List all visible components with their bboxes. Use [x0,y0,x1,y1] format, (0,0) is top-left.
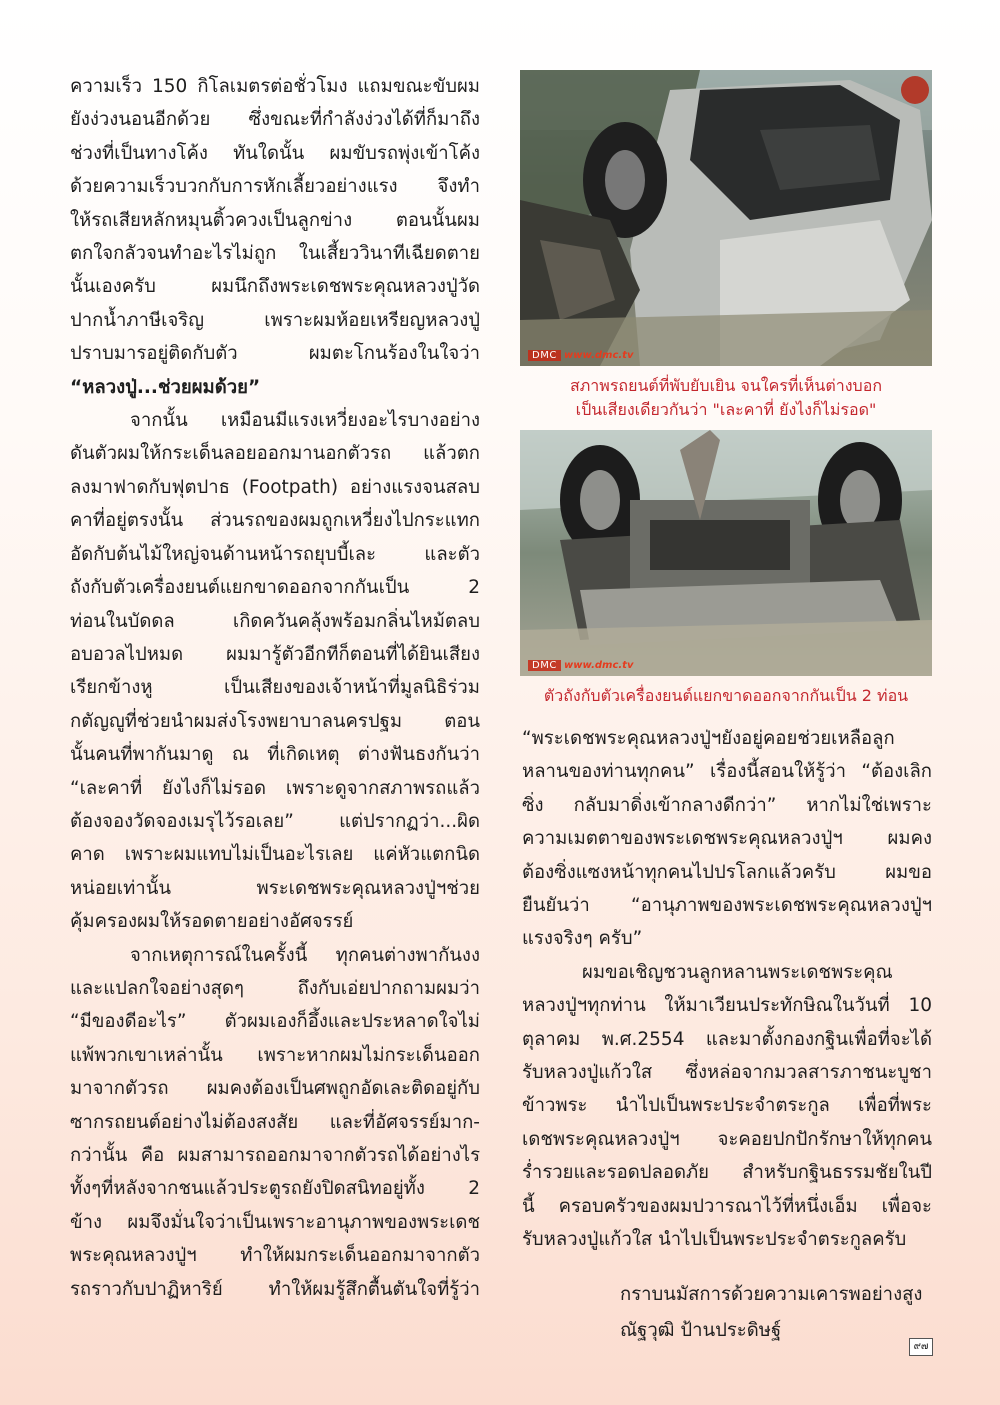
text-line: ให้รถเสียหลักหมุนติ้วควงเป็นลูกข่าง ตอนนั้นผม [70,209,480,231]
text-line: พระคุณหลวงปู่ฯ ทำให้ผมกระเด็นออกมาจากตัว [70,1245,480,1267]
text-line: จากนั้น เหมือนมีแรงเหวี่ยงอะไรบางอย่าง [130,410,480,432]
text-line: เดชพระคุณหลวงปู่ฯ จะคอยปกปักรักษาให้ทุกคน [522,1128,932,1150]
left-column [70,70,480,1306]
text-line: หลวงปู่ฯทุกท่าน ให้มาเวียนประทักษิณในวันที่ 10 [522,995,932,1017]
text-line: กว่านั้น คือ ผมสามารถออกมาจากตัวรถได้อย่างไร [70,1145,480,1166]
text-line: จากเหตุการณ์ในครั้งนี้ ทุกคนต่างพากันงง [130,944,480,966]
text-line: มาจากตัวรถ ผมคงต้องเป็นศพถูกอัดเละติดอยู่กับ [70,1078,480,1100]
text-line: ต้องซิ่งแซงหน้าทุกคนไปปรโลกแล้วครับ ผมขอ [522,861,932,883]
closing-line: กราบนมัสการด้วยความเคารพอย่างสูง [620,1284,923,1305]
text-line: คาด เพราะผมแทบไม่เป็นอะไรเลย แค่หัวแตกนิด [70,844,480,866]
text-line: คุ้มครองผมให้รอดตายอย่างอัศจรรย์ [70,911,354,933]
text-line: ทั้งๆที่หลังจากชนแล้วประตูรถยังปิดสนิทอยู่ทั้ง 2 [70,1178,480,1200]
text-line: รับหลวงปู่แก้วใส นำไปเป็นพระประจำตระกูลครับ [522,1229,907,1251]
text-line: คาที่อยู่ตรงนั้น ส่วนรถของผมถูกเหวี่ยงไปกระแทก [70,510,480,532]
text-line: รถราวกับปาฏิหาริย์ ทำให้ผมรู้สึกตื้นตันใจที่รู้ว่า [70,1278,480,1300]
dmc-logo: DMC [528,660,561,671]
text-line: ท่อนในบัดดล เกิดควันคลุ้งพร้อมกลิ่นไหม้ตลบ [70,610,480,632]
text-line: ปราบมารอยู่ติดกับตัว ผมตะโกนร้องในใจว่า [70,343,480,365]
engine-wreck-illustration [520,430,932,676]
text-line: ดันตัวผมให้กระเด็นลอยออกมานอกตัวรถ แล้วตก [70,443,480,465]
dmc-logo: DMC [528,350,561,361]
text-line: นั้นเองครับ ผมนึกถึงพระเดชพระคุณหลวงปู่วัด [70,276,480,298]
text-line: ตกใจกลัวจนทำอะไรไม่ถูก ในเสี้ยววินาทีเฉียดตาย [70,243,480,265]
text-line: ลงมาฟาดกับฟุตปาธ (Footpath) อย่างแรงจนสลบ [70,476,480,498]
text-line: นี้ ครอบครัวของผมปวารณาไว้ที่หนึ่งเอ็ม เพื่อจะ [522,1195,932,1217]
text-line: เรียกข้างหู เป็นเสียงของเจ้าหน้าที่มูลนิธิร่วม [70,677,480,699]
text-line: และแปลกใจอย่างสุดๆ ถึงกับเอ่ยปากถามผมว่า [70,977,480,999]
text-line: กตัญญูที่ช่วยนำผมส่งโรงพยาบาลนครปฐม ตอน [70,710,480,732]
wrecked-car-illustration [520,70,932,366]
text-line: “เละคาที่ ยังไงก็ไม่รอด เพราะดูจากสภาพรถแล้ว [70,777,480,799]
text-line: ด้วยความเร็วบวกกับการหักเลี้ยวอย่างแรง จึงทำ [70,176,480,198]
text-line: ต้องจองวัดจองเมรุไว้รอเลย” แต่ปรากฏว่า...ผิด [70,810,480,832]
author-name: ณัฐวุฒิ ป้านประดิษฐ์ [620,1320,782,1341]
quote-plea: “หลวงปู่...ช่วยผมด้วย” [70,376,261,398]
text-line: ซากรถยนต์อย่างไม่ต้องสงสัย และที่อัศจรรย์มาก- [70,1111,480,1133]
text-line: แพ้พวกเขาเหล่านั้น เพราะหากผมไม่กระเด็นออก [70,1044,480,1066]
wrecked-car-photo [520,70,932,366]
caption-line: เป็นเสียงเดียวกันว่า "เละคาที่ ยังไงก็ไม่รอด" [575,400,877,419]
text-line: ยังง่วงนอนอีกด้วย ซึ่งขณะที่กำลังง่วงได้ที่ก็มาถึง [70,109,480,131]
text-line: หน่อยเท่านั้น พระเดชพระคุณหลวงปู่ฯช่วย [70,877,480,899]
text-line: หลานของท่านทุกคน” เรื่องนี้สอนให้รู้ว่า “ต้องเลิก [522,761,932,783]
text-line: ตุลาคม พ.ศ.2554 และมาตั้งกองกฐินเพื่อที่จะได้ [522,1028,932,1050]
text-line: ผมขอเชิญชวนลูกหลานพระเดชพระคุณ [582,961,893,983]
text-line: ความเมตตาของพระเดชพระคุณหลวงปู่ฯ ผมคง [522,828,932,850]
right-column [522,722,932,1257]
text-line: ช่วงที่เป็นทางโค้ง ทันใดนั้น ผมขับรถพุ่งเข้าโค้ง [70,142,480,164]
text-line: ยืนยันว่า “อานุภาพของพระเดชพระคุณหลวงปู่ฯ [522,895,932,917]
text-line: ถังกับตัวเครื่องยนต์แยกขาดออกจากกันเป็น 2 [70,577,480,599]
text-line: ปากน้ำภาษีเจริญ เพราะผมห้อยเหรียญหลวงปู่ [70,309,480,331]
text-line: ความเร็ว 150 กิโลเมตรต่อชั่วโมง แถมขณะขับผม [70,76,480,97]
text-line: อัดกับต้นไม้ใหญ่จนด้านหน้ารถยุบบี้เละ และตัว [70,543,480,565]
text-line: ร่ำรวยและรอดปลอดภัย สำหรับกฐินธรรมชัยในปี [522,1162,932,1184]
watermark-url: www.dmc.tv [564,350,634,361]
photo1-caption [520,374,932,422]
text-line: ซิ่ง กลับมาดิ่งเข้ากลางดีกว่า” หากไม่ใช่เพราะ [522,794,932,816]
text-line: แรงจริงๆ ครับ” [522,928,643,950]
text-line: ข้าง ผมจึงมั่นใจว่าเป็นเพราะอานุภาพของพระเดช [70,1211,480,1233]
page-number: ๙๗ [909,1338,933,1356]
text-line: นั้นคนที่พากันมาดู ณ ที่เกิดเหตุ ต่างฟันธงกันว่า [70,744,480,766]
text-line: “มีของดีอะไร” ตัวผมเองก็อึ้งและประหลาดใจไม่ [70,1011,480,1033]
text-line: รับหลวงปู่แก้วใส ซึ่งหล่อจากมวลสารภาชนะบูชา [522,1062,932,1084]
photo2-caption: ตัวถังกับตัวเครื่องยนต์แยกขาดออกจากกันเป็น 2 ท่อน [543,686,909,705]
text-line: “พระเดชพระคุณหลวงปู่ฯยังอยู่คอยช่วยเหลือลูก [522,728,895,749]
watermark-url: www.dmc.tv [564,660,634,671]
text-line: อบอวลไปหมด ผมมารู้ตัวอีกทีก็ตอนที่ได้ยินเสียง [70,643,480,665]
engine-chassis-photo [520,430,932,676]
caption-line: สภาพรถยนต์ที่พับยับเยิน จนใครที่เห็นต่างบอก [569,376,883,395]
text-line: ข้าวพระ นำไปเป็นพระประจำตระกูล เพื่อที่พระ [522,1095,932,1117]
